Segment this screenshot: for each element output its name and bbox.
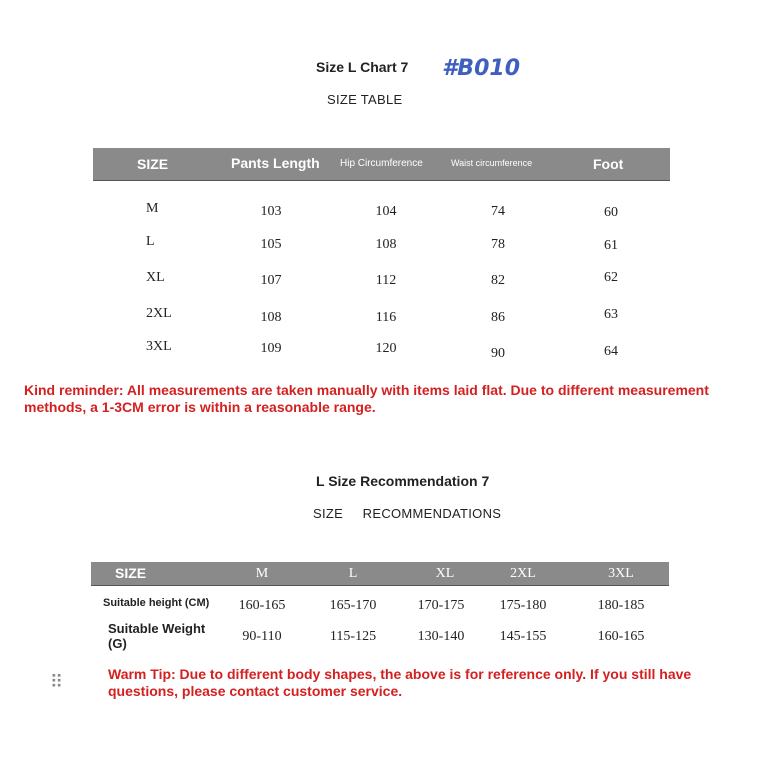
size-table-header: [93, 148, 670, 181]
weight-label: Suitable Weight (G): [108, 621, 206, 651]
row-size: XL: [146, 270, 165, 285]
chart-title: Size L Chart 7: [316, 59, 409, 75]
row-hip: 120: [375, 341, 397, 356]
recommendation-title: L Size Recommendation 7: [316, 473, 490, 489]
header-hip-circumference: Hip Circumference: [340, 158, 423, 169]
row-waist: 90: [491, 346, 505, 361]
row-foot: 64: [604, 344, 618, 359]
rec-header-size: SIZE: [115, 565, 147, 581]
row-size: L: [146, 234, 155, 249]
height-value: 180-185: [597, 598, 645, 613]
recommendation-header: [91, 562, 669, 586]
row-foot: 62: [604, 270, 618, 285]
chart-subtitle: SIZE TABLE: [327, 92, 403, 107]
kind-reminder: Kind reminder: All measurements are taken manually with items laid flat. Due to different measurement methods, a 1-3CM error is within a reasonable range.: [24, 382, 709, 415]
warm-tip: Warm Tip: Due to different body shapes, the above is for reference only. If you still have questions, please contact customer service.: [108, 666, 692, 699]
row-size: 3XL: [146, 339, 172, 354]
row-pants-length: 109: [260, 341, 282, 356]
rec-header-3xl: 3XL: [608, 566, 634, 581]
rec-header-m: M: [255, 566, 269, 581]
weight-value: 145-155: [499, 629, 547, 644]
drag-handle-icon[interactable]: ⠿: [50, 672, 64, 692]
header-pants-length: Pants Length: [231, 155, 320, 171]
header-waist-circumference: Waist circumference: [451, 158, 533, 168]
row-hip: 104: [375, 204, 397, 219]
row-size: M: [146, 201, 159, 216]
row-pants-length: 105: [260, 237, 282, 252]
row-hip: 112: [375, 273, 397, 288]
row-foot: 61: [604, 238, 618, 253]
row-foot: 60: [604, 205, 618, 220]
recommendation-subtitle: SIZE RECOMMENDATIONS: [313, 506, 502, 521]
height-label: Suitable height (CM): [103, 597, 210, 609]
row-foot: 63: [604, 307, 618, 322]
rec-header-l: L: [348, 566, 358, 581]
height-value: 165-170: [329, 598, 377, 613]
weight-value: 90-110: [242, 629, 282, 644]
weight-value: 160-165: [597, 629, 645, 644]
height-value: 160-165: [238, 598, 286, 613]
header-foot: Foot: [593, 156, 624, 172]
row-size: 2XL: [146, 306, 172, 321]
row-waist: 82: [491, 273, 505, 288]
row-waist: 74: [491, 204, 505, 219]
row-waist: 78: [491, 237, 505, 252]
rec-header-2xl: 2XL: [510, 566, 536, 581]
rec-header-xl: XL: [435, 566, 455, 581]
height-value: 170-175: [417, 598, 465, 613]
product-code: #B010: [442, 56, 520, 81]
row-hip: 116: [375, 310, 397, 325]
row-pants-length: 108: [260, 310, 282, 325]
weight-value: 115-125: [329, 629, 377, 644]
row-waist: 86: [491, 310, 505, 325]
row-pants-length: 107: [260, 273, 282, 288]
row-hip: 108: [375, 237, 397, 252]
weight-value: 130-140: [417, 629, 465, 644]
header-size: SIZE: [137, 156, 169, 172]
row-pants-length: 103: [260, 204, 282, 219]
height-value: 175-180: [499, 598, 547, 613]
